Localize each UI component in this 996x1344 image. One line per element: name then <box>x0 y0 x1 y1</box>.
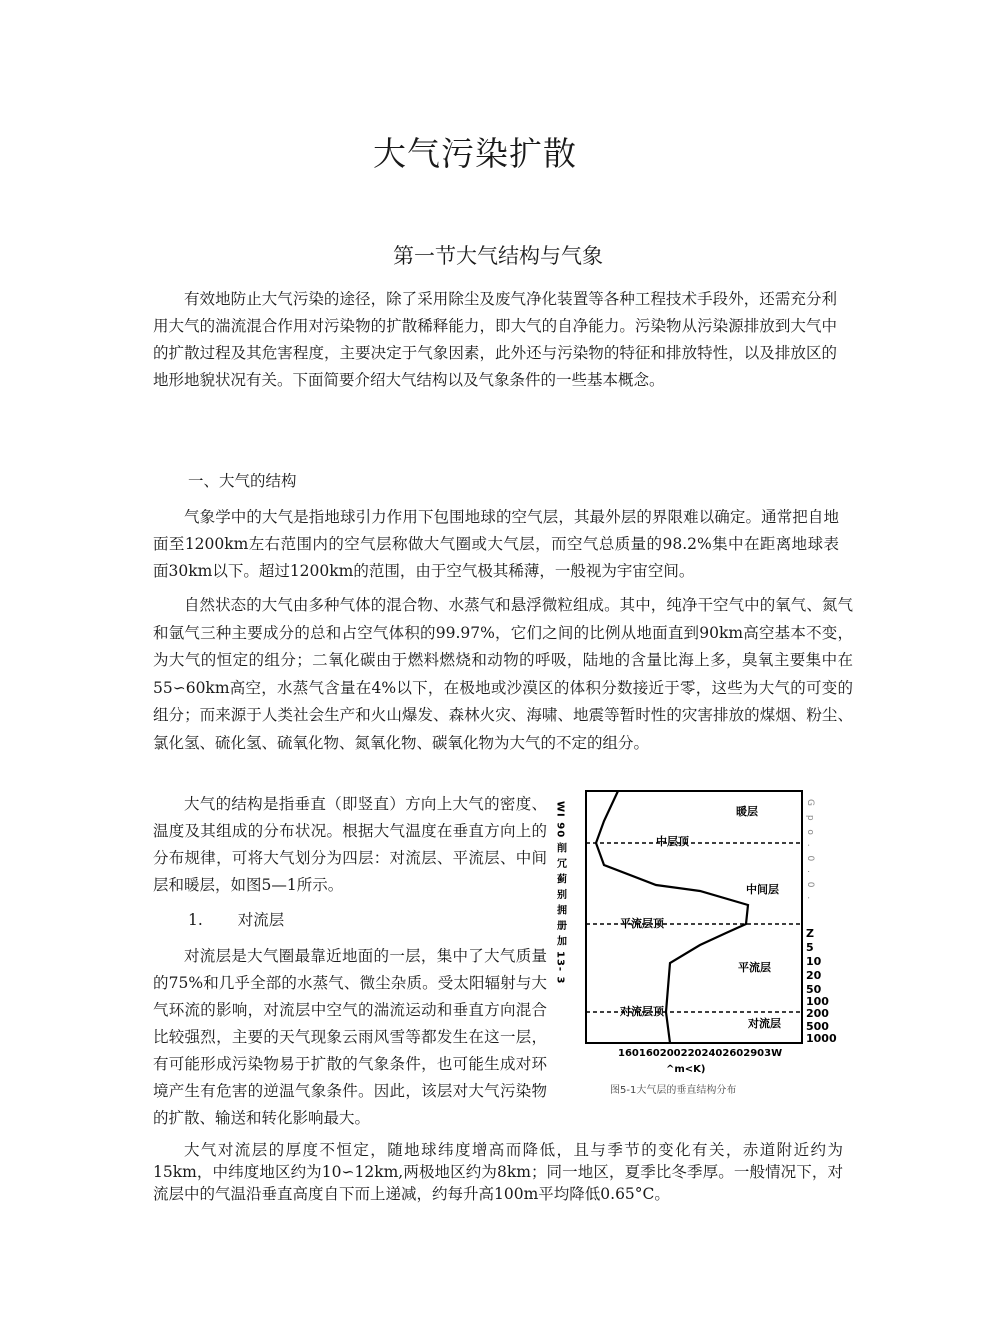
plot-frame <box>586 791 802 1043</box>
figure-atmosphere-vertical-structure <box>554 785 837 1096</box>
intro-paragraph: 有效地防止大气污染的途径，除了采用除尘及废气净化装置等各种工程技术手段外，还需充分利用大气的湍流混合作用对污染物的扩散稀释能力，即大气的自净能力。污染物从污染源排放到大气中的扩散过程及其危害程度，主要决定于气象因素，此外还与污染物的特征和排放特性，以及排放区的地形地貌状况有关。下面简要介绍大气结构以及气象条件的一些基本概念。 <box>153 290 837 389</box>
layer-label-troposphere: 对流层 <box>748 1017 781 1030</box>
paragraph-atmosphere-definition: 气象学中的大气是指地球引力作用下包围地球的空气层，其最外层的界限难以确定。通常把自地面至1200km左右范围内的空气层称做大气圈或大气层，而空气总质量的98.2%集中在距离地球表面30km以下。超过1200km的范围，由于空气极其稀薄，一般视为宇宙空间。 <box>153 508 839 580</box>
layer-label-mesopause: 中层顶 <box>656 835 689 848</box>
figure-left-label: WI 90 削 冗 蓟 别 拥 册 加 13- 3 <box>554 801 566 985</box>
layer-label-thermosphere: 暖层 <box>736 805 758 818</box>
heading-troposphere <box>188 908 284 930</box>
paragraph-atmosphere-composition: 自然状态的大气由多种气体的混合物、水蒸气和悬浮微粒组成。其中，纯净干空气中的氧气、氮气和氩气三种主要成分的总和占空气体积的99.97%，它们之间的比例从地面直到90km高空基本不变，为大气的恒定的组分；二氧化碳由于燃料燃烧和动物的呼吸，陆地的含量比海上多，臭氧主要集中在55∽60km高空，水蒸气含量在4%以下，在极地或沙漠区的体积分数接近于零，这些为大气的可变的组分；而来源于人类社会生产和火山爆发、森林火灾、海啸、地震等暂时性的灾害排放的煤烟、粉尘、氯化氢、硫化氢、硫氧化物、氮氧化物、碳氧化物为大气的不定的组分。 <box>153 596 853 752</box>
heading-atmosphere-structure: 一、大气的结构 <box>188 472 297 490</box>
heading-number: 1. <box>188 911 203 929</box>
x-axis-unit: ^m<K) <box>666 1064 706 1075</box>
figure-caption: 图5-1大气层的垂直结构分布 <box>610 1085 737 1096</box>
right-tick-6: 200 <box>806 1007 829 1020</box>
paragraph-structure-layers: 大气的结构是指垂直（即竖直）方向上大气的密度、温度及其组成的分布状况。根据大气温度在垂直方向上的分布规律，可将大气划分为四层：对流层、平流层、中间层和暖层，如图5—1所示。 <box>153 795 547 894</box>
layer-label-stratopause: 平流层顶 <box>620 917 664 930</box>
paragraph-troposphere: 对流层是大气圈最靠近地面的一层，集中了大气质量的75%和几乎全部的水蒸气、微尘杂质。受太阳辐射与大气环流的影响，对流层中空气的湍流运动和垂直方向混合比较强烈，主要的天气现象云雨风雪等都发生在这一层，有可能形成污染物易于扩散的气象条件，也可能生成对环境产生有危害的逆温气象条件。因此，该层对大气污染物的扩散、输送和转化影响最大。 <box>153 947 547 1127</box>
x-axis-tick-labels: 1601602002202402602903W <box>618 1048 783 1059</box>
right-tick-3: 20 <box>806 969 822 982</box>
paragraph-troposphere-thickness: 大气对流层的厚度不恒定，随地球纬度增高而降低，且与季节的变化有关，赤道附近约为15km，中纬度地区约为10∽12km,两极地区约为8km；同一地区，夏季比冬季厚。一般情况下，对流层中的气温沿垂直高度自下而上递减，约每升高100m平均降低0.65°C。 <box>153 1141 843 1203</box>
layer-label-mesosphere: 中间层 <box>746 883 779 896</box>
section-title: 第一节大气结构与气象 <box>393 244 603 268</box>
right-tick-4: 50 <box>806 983 822 996</box>
right-tick-2: 10 <box>806 955 822 968</box>
right-tick-1: 5 <box>806 941 814 954</box>
layer-label-tropopause: 对流层顶 <box>620 1005 664 1018</box>
right-tick-8: 1000 <box>806 1032 837 1045</box>
figure-svg <box>554 785 837 1096</box>
document-title: 大气污染扩散 <box>373 134 577 173</box>
right-tick-5: 100 <box>806 995 829 1008</box>
right-faint-ticks: G p o . 0 . 0 . <box>805 799 815 903</box>
right-tick-7: 500 <box>806 1020 829 1033</box>
layer-label-stratosphere: 平流层 <box>738 961 771 974</box>
heading-text: 对流层 <box>237 911 285 929</box>
right-tick-0: Z <box>806 927 814 940</box>
temperature-profile-curve <box>596 791 748 1043</box>
